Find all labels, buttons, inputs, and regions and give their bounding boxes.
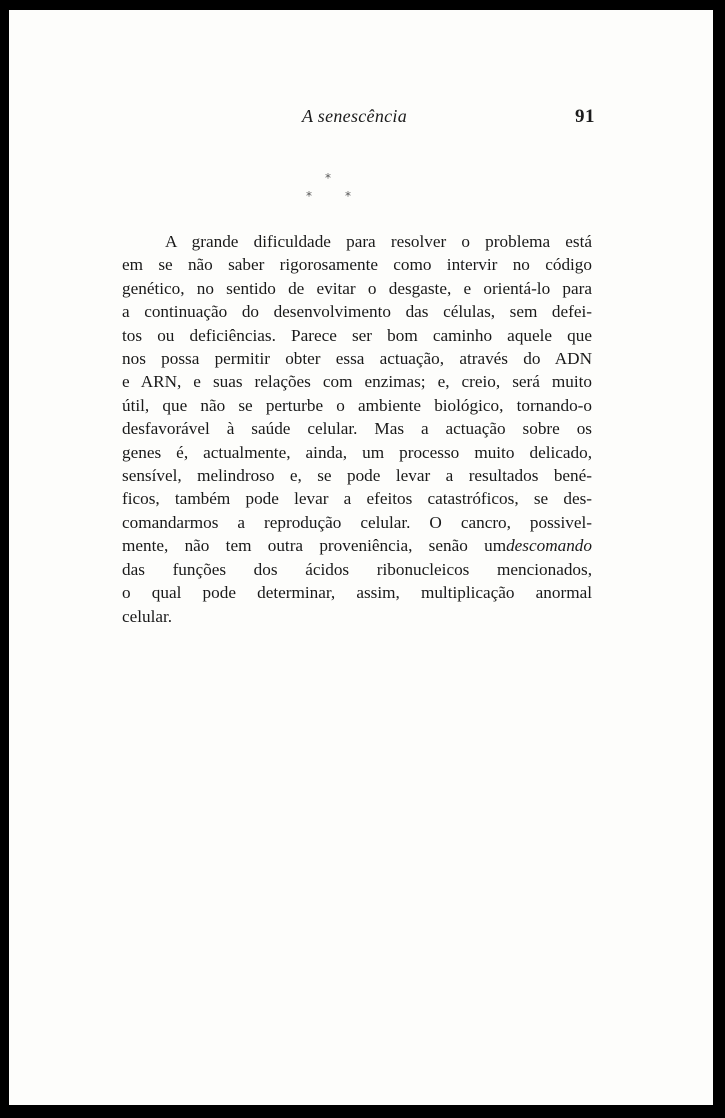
text-segment: mente, não tem outra proveniência, senão um — [122, 536, 507, 556]
text-line-with-emphasis — [122, 534, 592, 557]
text-line: desfavorável à saúde celular. Mas a actuação sobre os — [122, 419, 592, 439]
running-head — [9, 106, 713, 130]
text-line: sensível, melindroso e, se pode levar a resultados bené- — [122, 466, 592, 486]
text-line: celular. — [122, 606, 173, 626]
text-line: tos ou deficiências. Parece ser bom caminho aquele que — [122, 325, 592, 345]
text-line: e ARN, e suas relações com enzimas; e, creio, será muito — [122, 372, 592, 392]
body-paragraph — [122, 230, 592, 628]
text-line: o qual pode determinar, assim, multiplicação anormal — [122, 583, 592, 603]
text-line: das funções dos ácidos ribonucleicos mencionados, — [122, 559, 592, 579]
text-line: nos possa permitir obter essa actuação, através do ADN — [122, 349, 592, 369]
text-line: genes é, actualmente, ainda, um processo muito delicado, — [122, 442, 592, 462]
text-line: útil, que não se perturbe o ambiente biológico, tornando-o — [122, 395, 592, 415]
separator-star: * — [345, 189, 351, 203]
text-line: em se não saber rigorosamente como intervir no código — [122, 255, 592, 275]
book-page — [9, 10, 713, 1105]
separator-star: * — [306, 189, 312, 203]
text-line: genético, no sentido de evitar o desgaste, e orientá-lo para — [122, 278, 592, 298]
section-separator — [9, 172, 713, 212]
text-line: comandarmos a reprodução celular. O cancro, possivel- — [122, 512, 592, 532]
text-line: A grande dificuldade para resolver o problema está — [165, 232, 592, 251]
emphasized-word: descomando — [506, 536, 592, 556]
text-line: a continuação do desenvolvimento das células, sem defei- — [122, 302, 592, 322]
running-title: A senescência — [302, 106, 408, 126]
separator-star: * — [325, 171, 331, 185]
page-number: 91 — [575, 106, 595, 127]
text-line: ficos, também pode levar a efeitos catastróficos, se des- — [122, 489, 592, 509]
